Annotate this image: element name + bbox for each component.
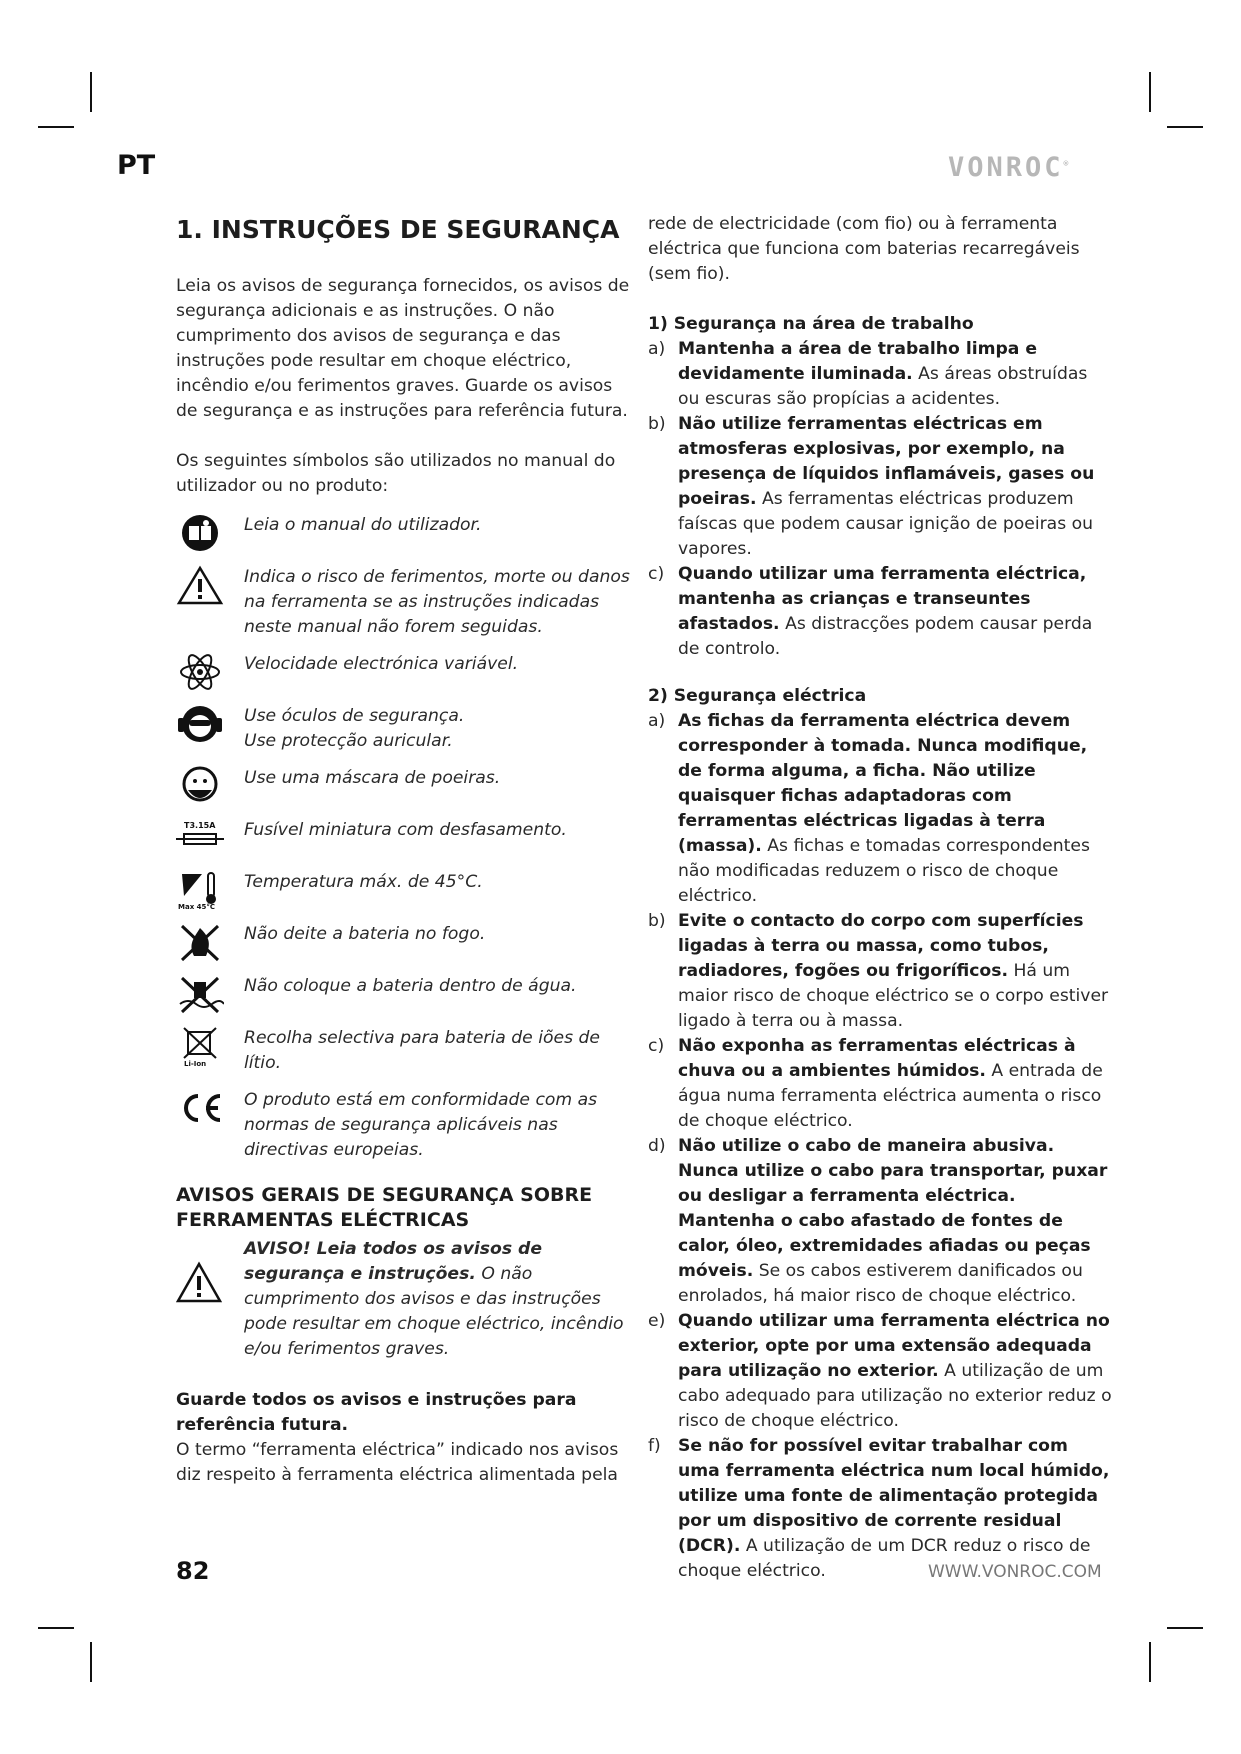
symbol-row bbox=[176, 704, 632, 754]
rules-section-title: 2) Segurança eléctrica bbox=[648, 686, 867, 706]
rule-item-label: d) bbox=[648, 1136, 666, 1156]
warning-body-text: O não cumprimento dos avisos e das instruções pode resultar em choque eléctrico, incêndio e/ou ferimentos graves. bbox=[244, 1264, 624, 1359]
rule-item bbox=[648, 909, 1113, 1034]
no-water-icon bbox=[176, 974, 226, 1014]
rule-item bbox=[648, 709, 1113, 909]
rule-item bbox=[648, 1309, 1113, 1434]
section-title: 1. INSTRUÇÕES DE SEGURANÇA bbox=[176, 215, 620, 244]
language-code: PT bbox=[117, 150, 156, 181]
symbol-description: Fusível miniatura com desfasamento. bbox=[244, 820, 567, 840]
crop-mark bbox=[1149, 72, 1151, 112]
general-warning-text bbox=[244, 1237, 632, 1362]
crop-mark bbox=[1149, 1642, 1151, 1682]
general-warnings-title: AVISOS GERAIS DE SEGURANÇA SOBRE FERRAMENTAS ELÉCTRICAS bbox=[176, 1184, 593, 1231]
fuse-label: T3.15A bbox=[184, 821, 216, 830]
symbol-row bbox=[176, 974, 632, 1014]
rule-item-text bbox=[678, 1309, 1113, 1434]
rule-item-body: Se os cabos estiverem danificados ou enrolados, há maior risco de choque eléctrico. bbox=[678, 1261, 1083, 1306]
rule-item-label: c) bbox=[648, 1036, 665, 1056]
right-column bbox=[648, 212, 1113, 1606]
rule-item-body: As distracções podem causar perda de controlo. bbox=[678, 614, 1093, 659]
symbol-row bbox=[176, 565, 632, 640]
symbol-description: Temperatura máx. de 45°C. bbox=[244, 872, 483, 892]
rule-item-body: As áreas obstruídas ou escuras são propícias a acidentes. bbox=[678, 364, 1088, 409]
ce-mark-icon bbox=[176, 1088, 226, 1128]
rule-item-text bbox=[678, 412, 1113, 562]
symbol-description: Não coloque a bateria dentro de água. bbox=[244, 976, 577, 996]
rule-item-bold: Evite o contacto do corpo com superfícies ligadas à terra ou massa, como tubos, radiadores, fogões ou frigoríficos. bbox=[678, 911, 1084, 981]
rule-item-label: b) bbox=[648, 911, 666, 931]
crop-mark bbox=[38, 1627, 74, 1629]
rule-item-body: Há um maior risco de choque eléctrico se o corpo estiver ligado à terra ou à massa. bbox=[678, 961, 1109, 1031]
symbol-row bbox=[176, 922, 632, 962]
symbol-description: Velocidade electrónica variável. bbox=[244, 654, 519, 674]
symbols-list bbox=[176, 513, 632, 1163]
rule-item-text bbox=[678, 1134, 1113, 1309]
symbol-row bbox=[176, 766, 632, 806]
rule-item-bold: As fichas da ferramenta eléctrica devem corresponder à tomada. Nunca modifique, de forma alguma, a ficha. Não utilize quaisquer fichas adaptadoras com ferramentas eléctricas ligadas à terra (massa). bbox=[678, 711, 1088, 856]
rule-item-bold: Quando utilizar uma ferramenta eléctrica, mantenha as crianças e transeuntes afastados. bbox=[678, 564, 1087, 634]
crop-mark bbox=[1167, 1627, 1203, 1629]
rule-item-label: c) bbox=[648, 564, 665, 584]
rule-item bbox=[648, 1034, 1113, 1134]
rule-item bbox=[648, 562, 1113, 662]
rule-item-text bbox=[678, 909, 1113, 1034]
rules-section bbox=[648, 684, 1113, 1584]
symbol-row bbox=[176, 513, 632, 553]
fuse-icon bbox=[176, 818, 226, 858]
rule-item-bold: Mantenha a área de trabalho limpa e devidamente iluminada. bbox=[678, 339, 1038, 384]
rule-item-text bbox=[678, 709, 1113, 909]
page-number: 82 bbox=[176, 1557, 210, 1585]
symbol-description: Use uma máscara de poeiras. bbox=[244, 768, 501, 788]
symbol-description: Leia o manual do utilizador. bbox=[244, 515, 482, 535]
symbol-description: Use óculos de segurança. Use protecção auricular. bbox=[244, 706, 465, 751]
rule-item-body: A utilização de um cabo adequado para utilização no exterior reduz o risco de choque eléctrico. bbox=[678, 1361, 1112, 1431]
rule-item-body: A utilização de um DCR reduz o risco de choque eléctrico. bbox=[678, 1536, 1091, 1581]
crop-mark bbox=[90, 72, 92, 112]
rule-item-bold: Quando utilizar uma ferramenta eléctrica no exterior, opte por uma extensão adequada para utilização no exterior. bbox=[678, 1311, 1110, 1381]
read-manual-icon bbox=[176, 513, 226, 553]
rule-item-text bbox=[678, 1034, 1113, 1134]
trademark-mark: ® bbox=[1063, 159, 1069, 168]
rule-item-text bbox=[678, 337, 1113, 412]
rule-item-label: b) bbox=[648, 414, 666, 434]
general-warning-block bbox=[176, 1237, 632, 1362]
rules-section-title: 1) Segurança na área de trabalho bbox=[648, 314, 974, 334]
rule-item bbox=[648, 412, 1113, 562]
brand-logo bbox=[948, 152, 1068, 183]
rule-item-body: A entrada de água numa ferramenta eléctrica aumenta o risco de choque eléctrico. bbox=[678, 1061, 1103, 1131]
rules-section bbox=[648, 312, 1113, 662]
continued-paragraph: rede de electricidade (com fio) ou à ferramenta eléctrica que funciona com baterias recarregáveis (sem fio). bbox=[648, 214, 1080, 284]
safety-glasses-ear-protection-icon bbox=[176, 704, 226, 744]
no-fire-icon bbox=[176, 922, 226, 962]
symbols-intro: Os seguintes símbolos são utilizados no manual do utilizador ou no produto: bbox=[176, 451, 616, 496]
rule-item-text bbox=[678, 562, 1113, 662]
warning-icon bbox=[176, 565, 226, 605]
brand-logo-text: VONROC bbox=[948, 152, 1064, 183]
symbol-description: Indica o risco de ferimentos, morte ou danos na ferramenta se as instruções indicadas neste manual não forem seguidas. bbox=[244, 567, 630, 637]
electronic-speed-icon bbox=[176, 652, 226, 692]
warning-bold-text: AVISO! Leia todos os avisos de segurança e instruções. bbox=[244, 1239, 543, 1284]
power-tool-term-text: O termo “ferramenta eléctrica” indicado nos avisos diz respeito à ferramenta eléctrica alimentada pela bbox=[176, 1440, 619, 1485]
symbol-row bbox=[176, 1088, 632, 1163]
symbol-description: Recolha selectiva para bateria de iões de lítio. bbox=[244, 1028, 600, 1073]
rule-item bbox=[648, 1134, 1113, 1309]
rule-item-bold: Não utilize o cabo de maneira abusiva. Nunca utilize o cabo para transportar, puxar ou desligar a ferramenta eléctrica. Mantenha o cabo afastado de fontes de calor, óleo, extremidades afiadas ou peças móveis. bbox=[678, 1136, 1108, 1281]
rule-item-label: a) bbox=[648, 339, 666, 359]
crop-mark bbox=[90, 1642, 92, 1682]
rule-item-bold: Não exponha as ferramentas eléctricas à chuva ou a ambientes húmidos. bbox=[678, 1036, 1076, 1081]
warning-icon bbox=[176, 1237, 226, 1362]
rule-item-bold: Se não for possível evitar trabalhar com uma ferramenta eléctrica num local húmido, utilize uma fonte de alimentação protegida por um dispositivo de corrente residual (DCR). bbox=[678, 1436, 1110, 1556]
rule-item-bold: Não utilize ferramentas eléctricas em atmosferas explosivas, por exemplo, na presença de líquidos inflamáveis, gases ou poeiras. bbox=[678, 414, 1095, 509]
symbol-description: O produto está em conformidade com as normas de segurança aplicáveis nas directivas europeias. bbox=[244, 1090, 598, 1160]
max-temperature-icon bbox=[176, 870, 226, 910]
intro-paragraph: Leia os avisos de segurança fornecidos, os avisos de segurança adicionais e as instruções. O não cumprimento dos avisos de segurança e das instruções pode resultar em choque eléctrico, incêndio e/ou ferimentos graves. Guarde os avisos de segurança e as instruções para referência futura. bbox=[176, 276, 630, 421]
symbol-row bbox=[176, 652, 632, 692]
keep-instructions-title: Guarde todos os avisos e instruções para referência futura. bbox=[176, 1390, 577, 1435]
symbol-description: Não deite a bateria no fogo. bbox=[244, 924, 486, 944]
li-ion-label: Li-Ion bbox=[184, 1060, 207, 1066]
rule-item-label: f) bbox=[648, 1436, 661, 1456]
rule-item-body: As fichas e tomadas correspondentes não modificadas reduzem o risco de choque eléctrico. bbox=[678, 836, 1090, 906]
crop-mark bbox=[38, 126, 74, 128]
left-column bbox=[176, 212, 632, 1488]
rule-item-body: As ferramentas eléctricas produzem faíscas que podem causar ignição de poeiras ou vapores. bbox=[678, 489, 1094, 559]
rule-item-label: e) bbox=[648, 1311, 666, 1331]
dust-mask-icon bbox=[176, 766, 226, 806]
symbol-row bbox=[176, 818, 632, 858]
symbol-row bbox=[176, 1026, 632, 1076]
rules-sections bbox=[648, 312, 1113, 1584]
website-url: WWW.VONROC.COM bbox=[928, 1562, 1102, 1582]
symbol-row bbox=[176, 870, 632, 910]
rule-item bbox=[648, 337, 1113, 412]
crop-mark bbox=[1167, 126, 1203, 128]
rule-item-label: a) bbox=[648, 711, 666, 731]
recycle-li-ion-icon bbox=[176, 1026, 226, 1066]
temperature-label: Max 45°C bbox=[178, 903, 216, 910]
